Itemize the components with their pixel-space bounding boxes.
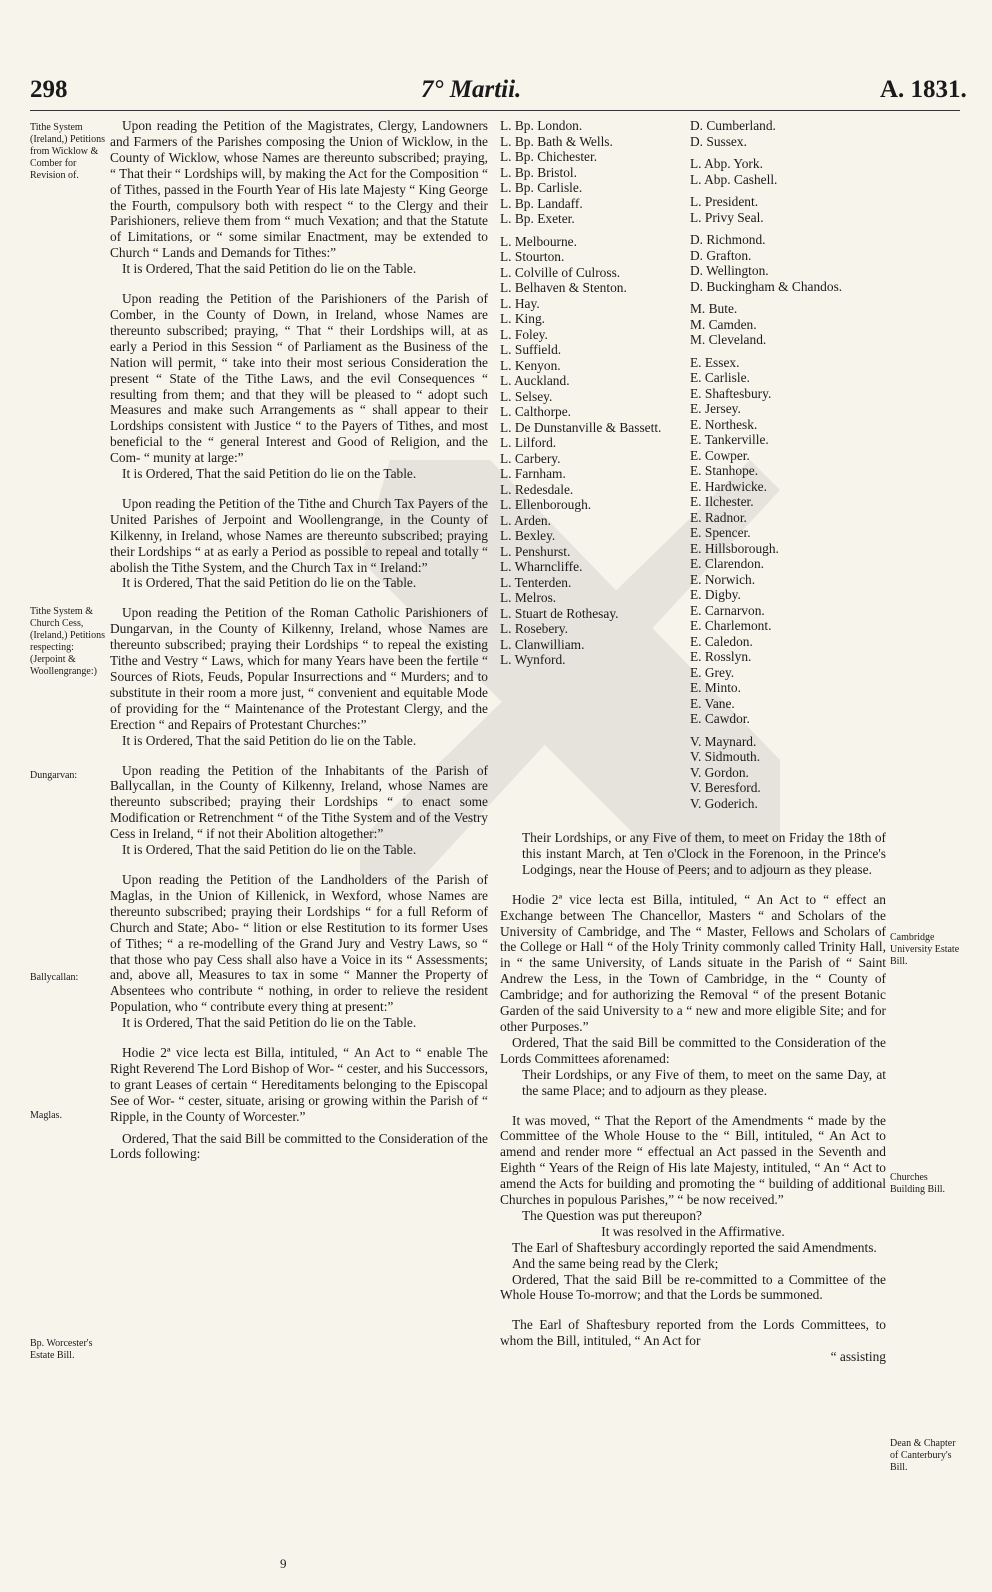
lord-name: L. Kenyon.	[500, 357, 561, 373]
lord-name: L. Rosebery.	[500, 621, 568, 636]
lord-name: L. Bp. Bath & Wells.	[500, 133, 613, 149]
lord-name: L. Colville of Culross.	[500, 264, 621, 280]
lord-name: E. Tankerville.	[690, 432, 769, 447]
lords-list-left	[500, 118, 685, 668]
lord-name: L. Lilford.	[500, 435, 557, 450]
lord-name: V. Gordon.	[690, 764, 749, 780]
lord-name: L. Bp. London.	[500, 118, 583, 133]
margin-note-canterbury: Dean & Chapter of Canterbury's Bill.	[890, 1438, 956, 1473]
lord-name: L. Clanwilliam.	[500, 636, 585, 652]
right-column	[500, 830, 886, 1365]
lord-name: D. Richmond.	[690, 232, 766, 247]
lord-name: L. Hay.	[500, 295, 540, 311]
lord-name: L. Bp. Carlisle.	[500, 180, 583, 195]
lord-name: L. Belhaven & Stenton.	[500, 280, 627, 295]
lord-name: E. Rosslyn.	[690, 649, 752, 664]
ballycallan-order: It is Ordered, That the said Petition do lie on the Table.	[122, 842, 417, 858]
header-rule	[30, 110, 960, 111]
lord-name: E. Vane.	[690, 695, 735, 711]
lord-name: L. President.	[690, 194, 759, 209]
jerpoint-petition: Upon reading the Petition of the Tithe and Church Tax Payers of the United Parishes of Jerpoint and Woollengrange, in the County of Kilkenny, in Ireland, whose Names are thereunto subscribed; praying their Lordships “ at as early a Period as possible to repeal and totally “ abolish the Tithe System, and the Church Tax in “ Ireland:”	[110, 495, 488, 575]
lord-name: M. Bute.	[690, 301, 738, 316]
wicklow-order: It is Ordered, That the said Petition do lie on the Table.	[122, 261, 417, 277]
comber-order: It is Ordered, That the said Petition do lie on the Table.	[122, 466, 417, 482]
worcester-bill: Hodie 2ª vice lecta est Billa, intituled, “ An Act to “ enable The Right Reverend The Lord Bishop of Wor- “ cester, and his Successors, to grant Leases of certain “ Hereditaments belonging to the Episcopal See of Wor- “ cester, situate, arising or growing within the Parish of “ Ripple, in the County of Worcester.”	[110, 1045, 488, 1124]
lord-name: L. Wharncliffe.	[500, 559, 583, 574]
lord-name: D. Cumberland.	[690, 118, 776, 133]
ballycallan-petition: Upon reading the Petition of the Inhabitants of the Parish of Ballycallan, in the County of Kilkenny, Ireland, whose Names are thereunto subscribed; praying their Lordships “ to enact some Modification or Retrenchment “ of the Tithe System and of the Vestry Cess in Ireland, “ if not their Abolition altogether:”	[110, 762, 488, 842]
lord-name: E. Clarendon.	[690, 556, 765, 571]
lord-name: L. Abp. York.	[690, 156, 763, 171]
lord-name: E. Hillsborough.	[690, 540, 779, 556]
lord-name: L. Bexley.	[500, 528, 556, 543]
lord-name: L. Wynford.	[500, 652, 566, 667]
lord-name: E. Minto.	[690, 680, 741, 695]
margin-note-churches: Churches Building Bill.	[890, 1172, 946, 1195]
lord-name: D. Sussex.	[690, 133, 747, 149]
worcester-order: Ordered, That the said Bill be committed to the Consideration of the Lords following:	[110, 1130, 488, 1162]
lord-name: L. Abp. Cashell.	[690, 171, 778, 187]
lord-name: E. Jersey.	[690, 401, 741, 416]
lord-name: L. Bp. Chichester.	[500, 149, 598, 164]
lord-name: L. King.	[500, 311, 546, 326]
jerpoint-order: It is Ordered, That the said Petition do lie on the Table.	[122, 575, 417, 591]
lord-name: E. Northesk.	[690, 416, 758, 432]
lord-name: L. Foley.	[500, 326, 548, 342]
lord-name: L. Privy Seal.	[690, 209, 764, 225]
lord-name: E. Shaftesbury.	[690, 385, 772, 401]
lord-name: E. Radnor.	[690, 509, 747, 525]
lord-name: L. Calthorpe.	[500, 404, 572, 419]
lord-name: V. Sidmouth.	[690, 749, 761, 764]
lord-name: E. Cawdor.	[690, 711, 750, 726]
lord-name: E. Ilchester.	[690, 494, 754, 509]
lord-name: L. Carbery.	[500, 450, 561, 466]
question-put: The Question was put thereupon?	[522, 1207, 702, 1223]
lord-name: L. Farnham.	[500, 466, 566, 481]
maglas-petition: Upon reading the Petition of the Landholders of the Parish of Maglas, in the Union of Killenick, in Wexford, whose Names are thereunto subscribed; praying their Lordships “ for a full Reform of Church and State; Abo- “ lition or else Restitution to its former Uses of Tithes; “ a re-modelling of the Grand Jury and Vestry Laws, so “ that those who pay Cess shall also have a Voice in its “ Assessments; and, above all, Measures to tax in some “ Manner the Property of Absentees who contribute “ nothing, in order to relieve the resident Population, who “ contribute every thing at present:”	[110, 871, 488, 1015]
lord-name: E. Essex.	[690, 354, 740, 370]
lord-name: L. Suffield.	[500, 342, 562, 357]
margin-note-maglas: Maglas.	[30, 1110, 62, 1121]
recommitted-order: Ordered, That the said Bill be re-committed to a Committee of the Whole House To-morrow; and that the Lords be summoned.	[500, 1271, 886, 1303]
lord-name: D. Buckingham & Chandos.	[690, 278, 843, 294]
lord-name: D. Wellington.	[690, 263, 769, 278]
signature-mark: 9	[280, 1556, 287, 1571]
lord-name: L. Selsey.	[500, 388, 553, 404]
dungarvan-petition: Upon reading the Petition of the Roman Catholic Parishioners of Dungarvan, in the County of Kilkenny, Ireland, whose Names are thereunto subscribed; praying their Lordships “ to repeal the existing Tithe and Vestry “ Laws, which for many Years have been the fertile “ Sources of Riots, Feuds, Popular Insurrections and “ Murders; and to substitute in their room a more just, “ convenient and equitable Mode of providing for the “ Maintenance of the Protestant Clergy, and the Erection “ and Repairs of Protestant Churches:”	[110, 605, 488, 732]
lord-name: L. Bp. Landaff.	[500, 195, 583, 211]
margin-note-dungarvan: Dungarvan:	[30, 770, 78, 781]
comber-petition: Upon reading the Petition of the Parishioners of the Parish of Comber, in the County of Down, in Ireland, whose Names are thereunto subscribed; praying, “ That “ their Lordships will, at as early a Period in this Session “ of Parliament as the Business of the Nation will permit, “ take into their most serious Consideration the present “ State of the Tithe Laws, and the evil Consequences “ resulting from them; and that they will be pleased to “ adopt such Measures and make such Arrangements as “ shall appear to their Lordships consistent with Justice “ to the Payers of Tithes, and most beneficial to the “ general Interest and Good of Religion, and the Com- “ munity at large:”	[110, 291, 488, 466]
lord-name: L. Arden.	[500, 512, 551, 528]
amendments-reported: The Earl of Shaftesbury accordingly reported the said Amendments.	[512, 1239, 877, 1255]
lord-name: E. Spencer.	[690, 525, 751, 540]
dungarvan-order: It is Ordered, That the said Petition do lie on the Table.	[122, 732, 417, 748]
lord-name: V. Maynard.	[690, 733, 757, 749]
page-number: 298	[30, 76, 68, 103]
lord-name: E. Carnarvon.	[690, 602, 765, 618]
lord-name: V. Goderich.	[690, 795, 758, 811]
margin-note-jerpoint: Tithe System & Church Cess, (Ireland,) Petitions respecting: (Jerpoint & Woollengrange:)	[30, 606, 105, 677]
churches-motion: It was moved, “ That the Report of the Amendments “ made by the Committee of the Whole House to the “ Bill, intituled, “ An Act to amend and render more “ effectual an Act passed in the Seventh and Eighth “ Years of the Reign of His late Majesty, intituled, “ An “ Act to amend the Acts for building and promoting the “ building of additional Churches in populous Parishes,” “ be now received.”	[500, 1112, 886, 1208]
lord-name: E. Hardwicke.	[690, 478, 767, 494]
lord-name: E. Grey.	[690, 664, 735, 680]
lord-name: M. Cleveland.	[690, 332, 767, 347]
lord-name: E. Carlisle.	[690, 370, 750, 385]
lord-name: L. Stourton.	[500, 249, 565, 264]
lords-list-right	[690, 118, 880, 811]
wicklow-petition: Upon reading the Petition of the Magistrates, Clergy, Landowners and Farmers of the Parishes composing the Union of Wicklow, in the County of Wicklow, whose Names are thereunto subscribed; praying, “ That their “ Lordships will, by making the Act for the Composition “ of Tithes, passed in the Fourth Year of His late Majesty “ King George the Fourth, compulsory both with respect “ to the Clergy and their Parishioners, relieve them from “ much Vexation; and that the Statute of Limitations, or “ some similar Enactment, may be extended to Church “ Lands and Demands for Tithes:”	[110, 118, 488, 261]
lord-name: E. Norwich.	[690, 571, 756, 587]
cambridge-bill: Hodie 2ª vice lecta est Billa, intituled, “ An Act to “ effect an Exchange between The Chancellor, Masters “ and Scholars of the University of Cambridge, and The “ Master, Fellows and Scholars of the College or Hall “ of the Holy Trinity commonly called Trinity Hall, in “ the same University, of Lands situate in the Parish of “ Saint Andrew the Less, in the Town of Cambridge, in the “ County of Cambridge; and for authorizing the Removal “ of the present Botanic Garden of the said University to a “ new and more eligible Site; and for other Purposes.”	[500, 891, 886, 1034]
lord-name: D. Grafton.	[690, 247, 752, 263]
lord-name: E. Caledon.	[690, 633, 753, 649]
lord-name: E. Stanhope.	[690, 463, 759, 478]
lord-name: E. Charlemont.	[690, 618, 772, 633]
canterbury-report: The Earl of Shaftesbury reported from the Lords Committees, to whom the Bill, intituled, “ An Act for	[500, 1317, 886, 1349]
cambridge-meeting: Their Lordships, or any Five of them, to meet on the same Day, at the same Place; and to adjourn as they please.	[522, 1066, 886, 1098]
cambridge-order: Ordered, That the said Bill be committed to the Consideration of the Lords Committees aforenamed:	[500, 1034, 886, 1066]
page-year: A. 1831.	[880, 76, 967, 103]
meeting-notice: Their Lordships, or any Five of them, to meet on Friday the 18th of this instant March, at Ten o'Clock in the Forenoon, in the Prince's Lodgings, near the House of Peers; and to adjourn as they please.	[522, 830, 886, 877]
resolved-affirmative: It was resolved in the Affirmative.	[601, 1223, 785, 1239]
lord-name: L. De Dunstanville & Bassett.	[500, 419, 662, 435]
margin-note-wicklow: Tithe System (Ireland,) Petitions from Wicklow & Comber for Revision of.	[30, 122, 105, 181]
lord-name: L. Ellenborough.	[500, 497, 592, 512]
left-column	[110, 118, 488, 1162]
lord-name: L. Redesdale.	[500, 481, 574, 497]
lord-name: L. Penshurst.	[500, 543, 571, 559]
lord-name: V. Beresford.	[690, 780, 761, 795]
page-date: 7° Martii.	[421, 76, 522, 103]
lord-name: L. Melbourne.	[500, 233, 577, 249]
lord-name: L. Auckland.	[500, 373, 570, 388]
lord-name: E. Digby.	[690, 587, 741, 602]
read-by-clerk: And the same being read by the Clerk;	[512, 1255, 719, 1271]
lord-name: L. Melros.	[500, 590, 557, 605]
lord-name: L. Stuart de Rothesay.	[500, 605, 619, 621]
margin-note-cambridge: Cambridge University Estate Bill.	[890, 932, 960, 967]
lord-name: E. Cowper.	[690, 447, 750, 463]
catchword: “ assisting	[830, 1349, 886, 1365]
lord-name: M. Camden.	[690, 316, 757, 332]
lord-name: L. Bp. Bristol.	[500, 164, 578, 180]
lord-name: L. Bp. Exeter.	[500, 211, 575, 226]
maglas-order: It is Ordered, That the said Petition do lie on the Table.	[122, 1015, 417, 1031]
margin-note-ballycallan: Ballycallan:	[30, 972, 79, 983]
margin-note-worcester: Bp. Worcester's Estate Bill.	[30, 1338, 93, 1361]
lord-name: L. Tenterden.	[500, 574, 572, 590]
